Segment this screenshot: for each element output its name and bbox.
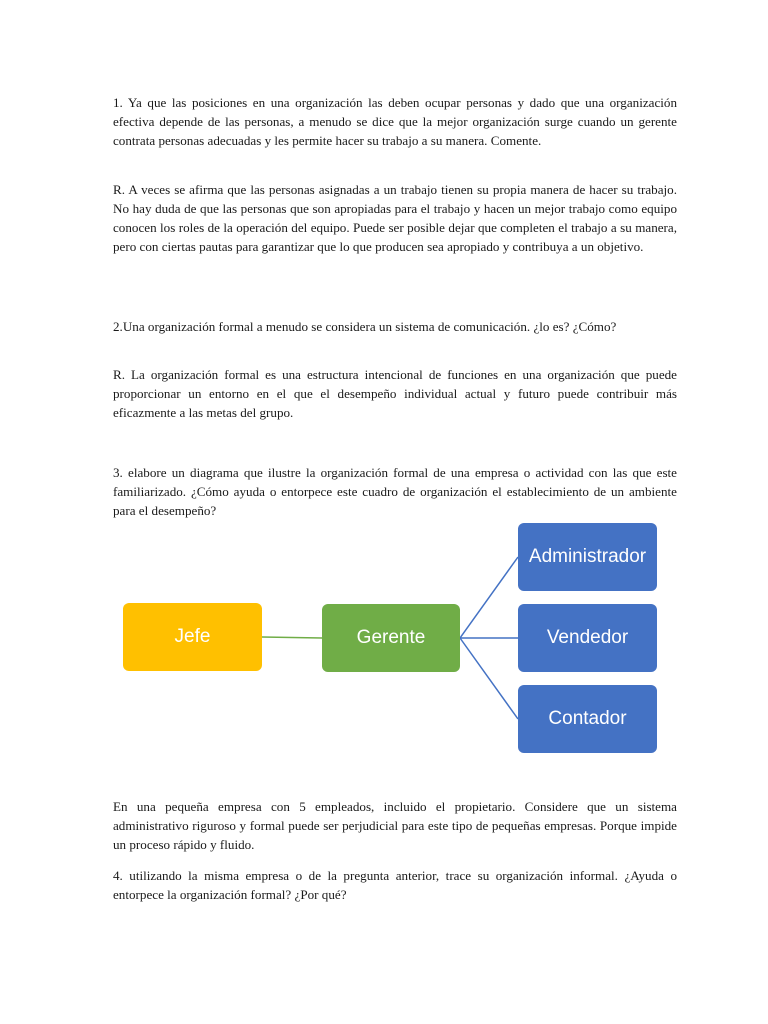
question-4: 4. utilizando la misma empresa o de la pregunta anterior, trace su organización informal. ¿Ayuda o entorpece la organización formal? ¿Por qué? [113, 868, 677, 902]
node-administrador [518, 523, 657, 591]
answer-1: R. A veces se afirma que las personas asignadas a un trabajo tienen su propia manera de hacer su trabajo. No hay duda de que las personas que son apropiadas para el trabajo y hacen un mejor trabajo como equipo conocen los roles de la operación del equipo. Puede ser posible dejar que completen el trabajo a su manera, pero con ciertas pautas para garantizar que lo que producen sea apropiado y contribuya a un objetivo. [113, 182, 677, 254]
question-1: 1. Ya que las posiciones en una organización las deben ocupar personas y dado que una organización efectiva depende de las personas, a menudo se dice que la mejor organización surge cuando un gerente contrata personas adecuadas y les permite hacer su trabajo a su manera. Comente. [113, 95, 677, 148]
node-jefe-label: Jefe [174, 626, 211, 647]
node-gerente-label: Gerente [356, 627, 426, 648]
org-chart [0, 520, 768, 760]
answer-3: En una pequeña empresa con 5 empleados, incluido el propietario. Considere que un sistema administrativo riguroso y formal puede ser perjudicial para este tipo de pequeñas empresas. Porque impide un proceso rápido y fluido. [113, 799, 677, 852]
connector-boss-manager [262, 637, 322, 638]
node-vendedor [518, 604, 657, 672]
node-administrador-label: Administrador [528, 546, 647, 567]
node-gerente [322, 604, 460, 672]
connector-manager-administrador [460, 557, 518, 638]
node-vendedor-label: Vendedor [546, 627, 629, 648]
node-jefe [123, 603, 262, 671]
question-2: 2.Una organización formal a menudo se considera un sistema de comunicación. ¿lo es? ¿Cómo? [113, 319, 617, 334]
node-contador-label: Contador [548, 708, 627, 729]
node-contador [518, 685, 657, 753]
question-3: 3. elabore un diagrama que ilustre la organización formal de una empresa o actividad con las que este familiarizado. ¿Cómo ayuda o entorpece este cuadro de organización el establecimiento de un ambiente para el desempeño? [113, 465, 677, 518]
connector-manager-contador [460, 638, 518, 719]
answer-2: R. La organización formal es una estructura intencional de funciones en una organización que puede proporcionar un entorno en el que el desempeño individual actual y futuro puede contribuir más eficazmente a las metas del grupo. [113, 367, 677, 420]
